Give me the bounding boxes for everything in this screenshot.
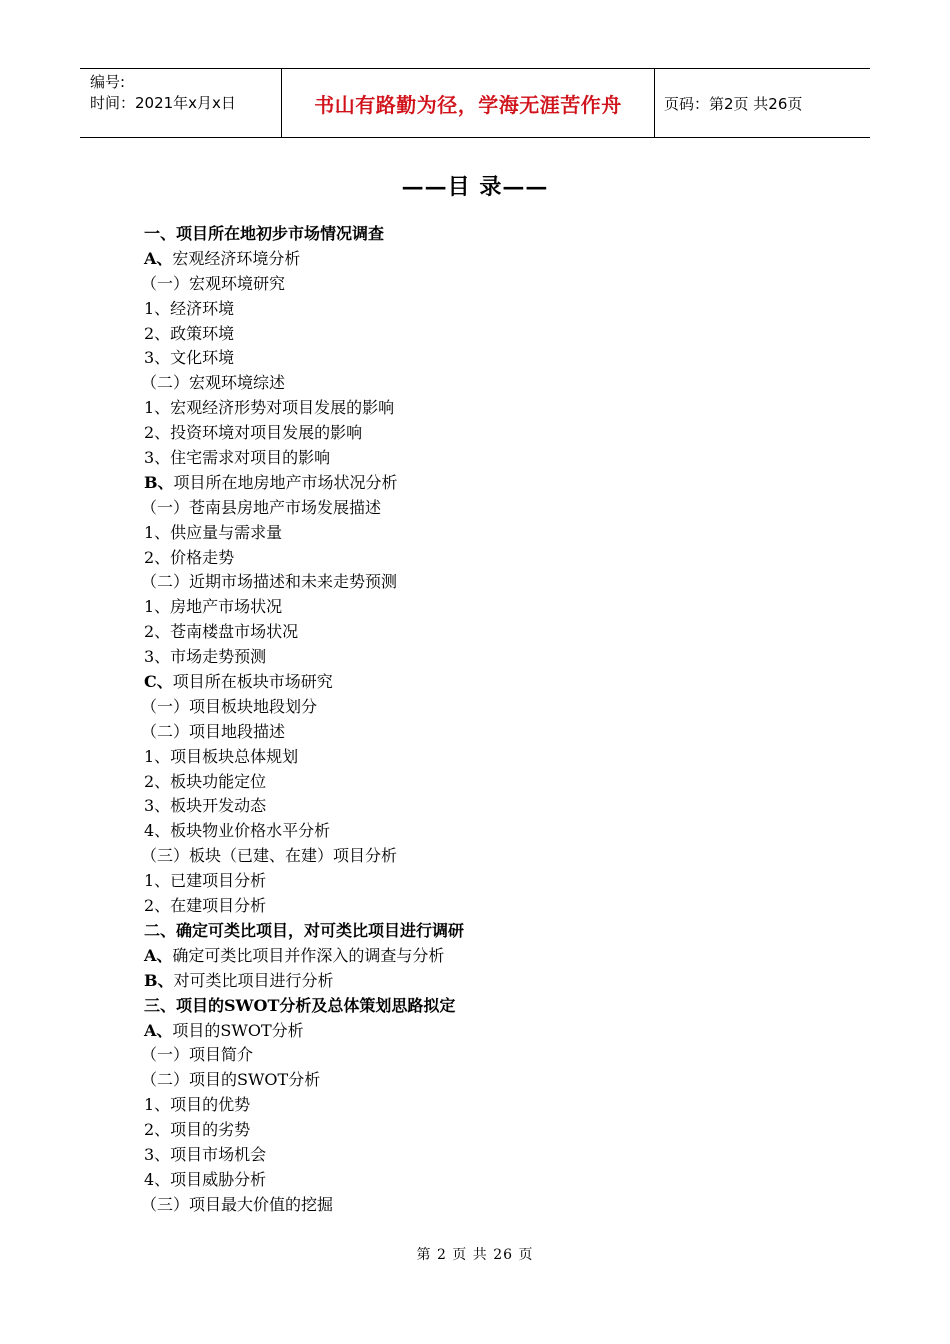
motto-text: 书山有路勤为径，学海无涯苦作舟 (314, 92, 622, 117)
toc-entry: 3、项目市场机会 (144, 1144, 267, 1164)
toc-entry: A、宏观经济环境分析 (144, 248, 301, 268)
toc-entry: 1、项目的优势 (144, 1095, 251, 1115)
toc-entry: 4、板块物业价格水平分析 (144, 821, 331, 841)
page-footer: 第 2 页 共 26 页 (416, 1247, 534, 1263)
toc-entry: （一）苍南县房地产市场发展描述 (141, 497, 382, 517)
header-right-cell (655, 69, 870, 137)
toc-entry: 2、苍南楼盘市场状况 (144, 622, 299, 642)
toc-entry: 2、项目的劣势 (144, 1120, 251, 1140)
toc-title: ——目 录—— (401, 174, 549, 200)
toc-entry: （二）宏观环境综述 (141, 373, 286, 393)
toc-entry: 2、投资环境对项目发展的影响 (144, 423, 363, 443)
toc-entry: 2、政策环境 (144, 323, 235, 343)
toc-entry: 3、市场走势预测 (144, 647, 267, 667)
toc-entry: 1、已建项目分析 (144, 871, 267, 891)
toc-entry: 1、项目板块总体规划 (144, 746, 299, 766)
toc-entry: 三、项目的SWOT分析及总体策划思路拟定 (144, 995, 456, 1015)
toc-entry: 2、价格走势 (144, 547, 235, 567)
toc-entry: 1、宏观经济形势对项目发展的影响 (144, 398, 395, 418)
toc-entry: （三）项目最大价值的挖掘 (141, 1194, 334, 1214)
toc-entry: 1、供应量与需求量 (144, 522, 283, 542)
toc-entry: 一、项目所在地初步市场情况调查 (144, 224, 385, 243)
toc-entry: C、项目所在板块市场研究 (144, 672, 333, 692)
toc-entry: A、确定可类比项目并作深入的调查与分析 (144, 945, 445, 965)
header-left-cell (80, 69, 281, 137)
toc-entry: 二、确定可类比项目，对可类比项目进行调研 (144, 920, 465, 940)
toc-entry: 4、项目威胁分析 (144, 1169, 267, 1189)
toc-entry: 2、板块功能定位 (144, 771, 267, 791)
toc-entry: B、对可类比项目进行分析 (144, 970, 334, 990)
toc-entry: （二）项目地段描述 (141, 721, 286, 741)
toc-entry: 3、板块开发动态 (144, 796, 267, 816)
table-of-contents (141, 222, 844, 1218)
page-header (80, 68, 870, 138)
toc-entry: （二）项目的SWOT分析 (141, 1070, 321, 1090)
toc-entry: 3、文化环境 (144, 348, 235, 368)
number-label: 编号: (90, 73, 126, 91)
header-middle-cell (281, 69, 655, 137)
toc-entry: 2、在建项目分析 (144, 896, 267, 916)
toc-entry: 1、经济环境 (144, 298, 235, 318)
toc-entry: 1、房地产市场状况 (144, 597, 283, 617)
toc-entry: 3、住宅需求对项目的影响 (144, 448, 331, 468)
page-info: 页码：第2页 共26页 (664, 94, 803, 113)
toc-entry: （二）近期市场描述和未来走势预测 (141, 572, 398, 592)
toc-entry: （一）项目简介 (141, 1045, 254, 1065)
toc-entry: B、项目所在地房地产市场状况分析 (144, 472, 398, 492)
toc-entry: （一）宏观环境研究 (141, 273, 286, 293)
toc-entry: （一）项目板块地段划分 (141, 696, 318, 716)
toc-entry: A、项目的SWOT分析 (144, 1020, 304, 1040)
time-label: 时间：2021年x月x日 (90, 94, 236, 112)
toc-entry: （三）板块（已建、在建）项目分析 (141, 846, 398, 866)
